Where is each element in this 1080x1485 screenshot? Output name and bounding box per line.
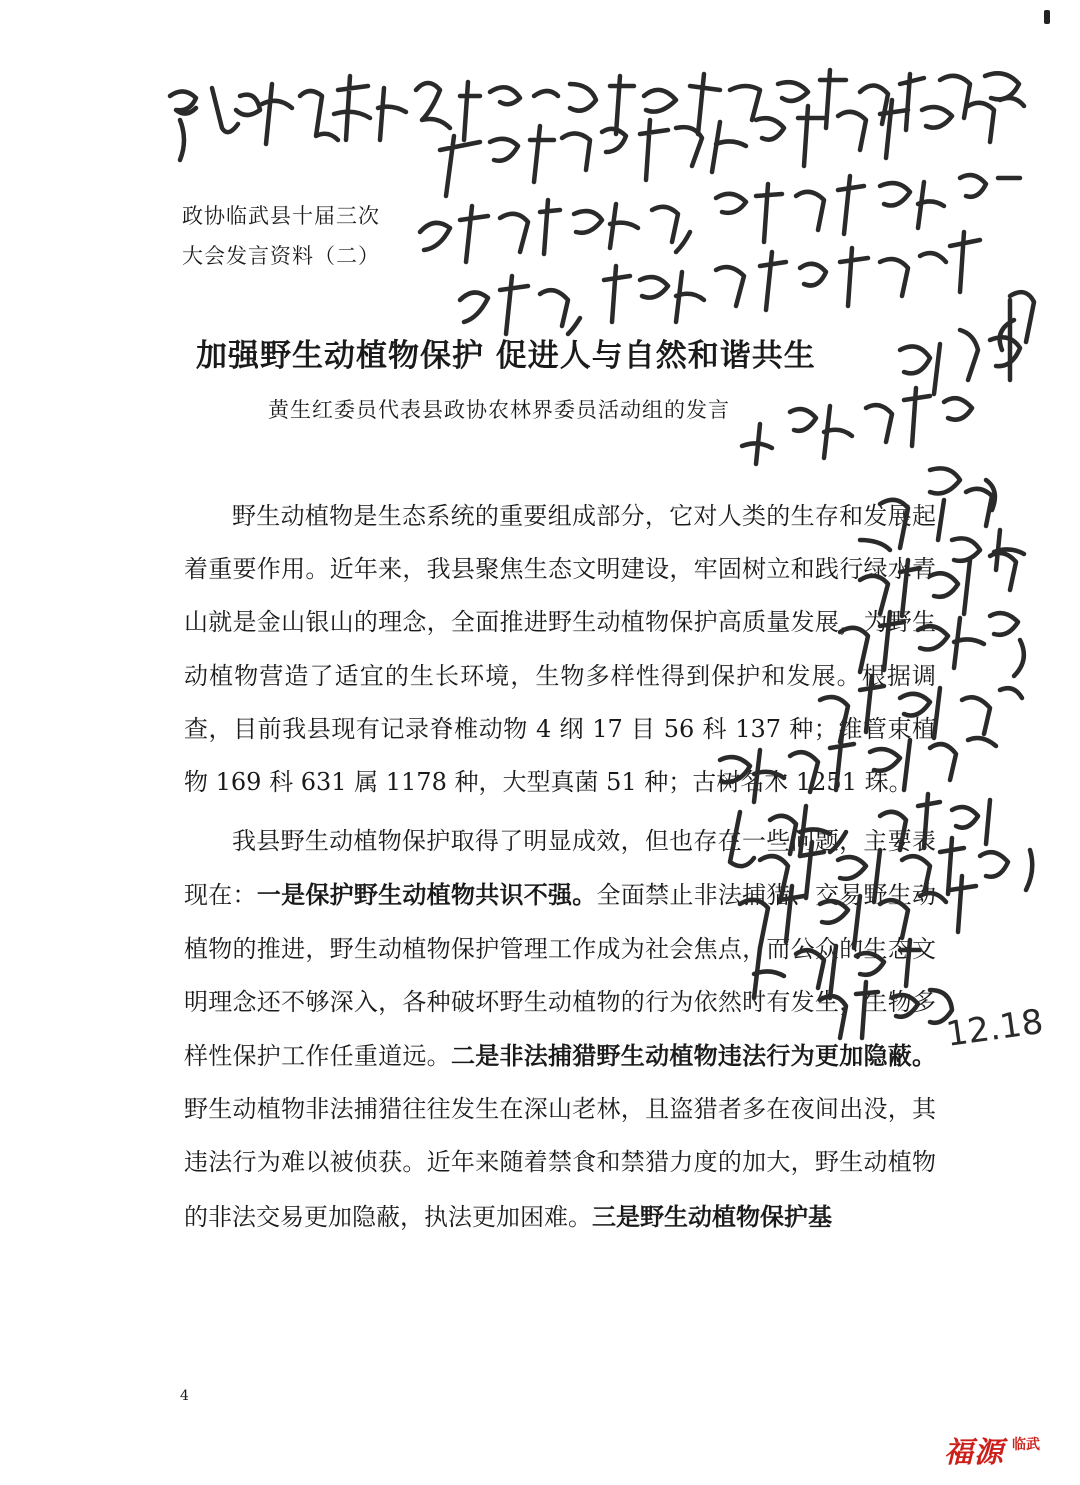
issue-3-heading: 三是野生动植物保护基 — [592, 1201, 832, 1231]
issue-1-heading: 一是保护野生动植物共识不强。 — [256, 880, 597, 910]
scan-corner-mark — [1044, 10, 1050, 24]
annotation-stroke — [420, 175, 1020, 262]
issue-2-text: 野生动植物非法捕猎往往发生在深山老林，且盗猎者多在夜间出没，其违法行为难以被侦获。近年来随着禁食和禁猎力度的加大，野生动植物的非法交易更加隐蔽，执法更加困难。 — [184, 1095, 936, 1231]
annotation-stroke — [440, 98, 1024, 196]
annotation-stroke — [170, 70, 1019, 160]
watermark-logo — [944, 1430, 1056, 1474]
annotation-stroke — [460, 232, 980, 334]
document-source — [182, 196, 380, 276]
source-line-2: 大会发言资料（二） — [182, 244, 380, 268]
paragraph-2 — [184, 815, 936, 1244]
document-body — [184, 490, 936, 1244]
document-subtitle: 黄生红委员代表县政协农林界委员活动组的发言 — [268, 398, 730, 422]
document-title: 加强野生动植物保护 促进人与自然和谐共生 — [196, 338, 816, 374]
page-number: 4 — [180, 1388, 189, 1404]
logo-city: 临武 — [1012, 1437, 1040, 1453]
issue-1-text: 全面禁止非法捕猎、交易野生动植物的推进，野生动植物保护管理工作成为社会焦点，而公众的生态文明理念还不够深入，各种破坏野生动植物的行为依然时有发生，生物多样性保护工作任重道远。 — [184, 881, 937, 1071]
annotation-date: 12.18 — [943, 1001, 1046, 1055]
source-line-1: 政协临武县十届三次 — [182, 204, 380, 228]
paragraph-2-lead: 我县野生动植物保护取得了明显成效，但也存在一些问题，主要表现在： — [184, 827, 936, 910]
issue-2-heading: 二是非法捕猎野生动植物违法行为更加隐蔽。 — [450, 1041, 937, 1071]
paragraph-1: 野生动植物是生态系统的重要组成部分，它对人类的生存和发展起着重要作用。近年来，我县聚焦生态文明建设，牢固树立和践行绿水青山就是金山银山的理念，全面推进野生动植物保护高质量发展，为野生动植物营造了适宜的生长环境，生物多样性得到保护和发展。根据调查，目前我县现有记录脊椎动物 4 纲 17 目 56 科 137 种；维管束植物 169 科 631 属 1178 种，大型真菌 51 种；古树名木 1251 珠。 — [184, 502, 936, 797]
logo-mark: 福源 — [944, 1435, 1005, 1469]
annotation-stroke — [742, 292, 1034, 464]
